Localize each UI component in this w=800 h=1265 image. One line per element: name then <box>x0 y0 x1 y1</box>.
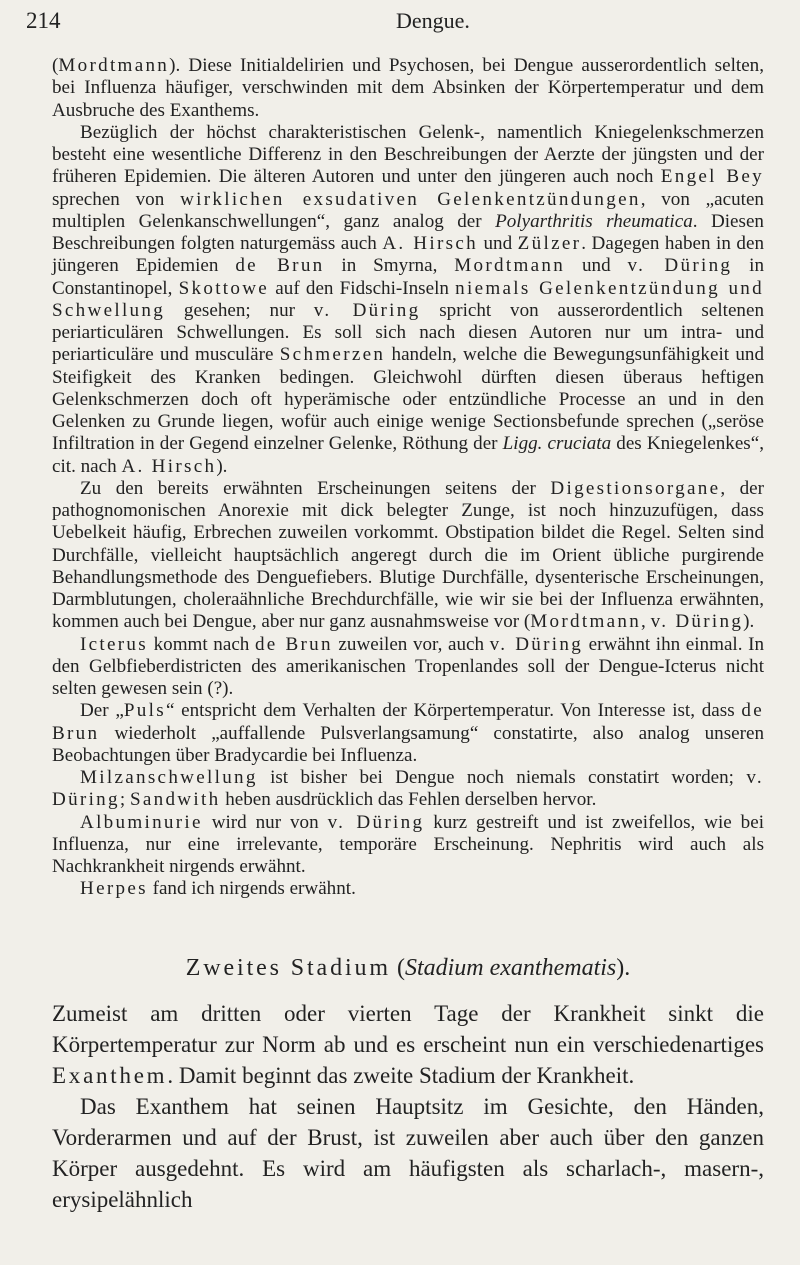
paragraph-digestive-organs: Zu den bereits erwähnten Erscheinungen seitens der Digestionsorgane, der pathognomonischen Anorexie mit dick belegter Zunge, ist noch hinzuzufügen, dass Uebelkeit häufig, Erbrechen zuweilen vorkommt. Obstipation bildet die Regel. Selten sind Durchfälle, vielleicht hauptsächlich angeregt durch die im Orient übliche purgirende Behandlungsmethode des Denguefiebers. Blutige Durchfälle, dysenterische Erscheinungen, Darmblutungen, choleraähnliche Brechdurchfälle, wie wir sie bei der Influenza erwähnten, kommen auch bei Dengue, aber nur ganz ausnahmsweise vor (Mordtmann, v. Düring). <box>52 477 764 633</box>
paragraph-herpes: Herpes fand ich nirgends erwähnt. <box>80 878 356 900</box>
paragraph-exanthem-onset: Zumeist am dritten oder vierten Tage der Krankheit sinkt die Körpertemperatur zur Norm ab und es erscheint nun ein verschiedenartiges Exanthem. Damit beginnt das zweite Stadium der Krankheit. <box>52 1001 764 1088</box>
body-text-first-stadium <box>52 55 764 901</box>
page-number: 214 <box>26 8 61 33</box>
body-text-second-stadium <box>52 998 764 1215</box>
page-header <box>0 8 800 48</box>
paragraph-albuminuria: Albuminurie wird nur von v. Düring kurz gestreift und ist zweifellos, wie bei Influenza, nur eine irrelevante, temporäre Erscheinung. Nephritis wird auch als Nachkrankheit nirgends erwähnt. <box>52 811 764 877</box>
section-heading: Zweites Stadium (Stadium exanthematis). <box>185 955 631 981</box>
paragraph-icterus: Icterus kommt nach de Brun zuweilen vor, auch v. Düring erwähnt ihn einmal. In den Gelbfieberdistricten des amerikanischen Tropenlandes soll der Dengue-Icterus nicht selten gewesen sein (?). <box>52 633 765 699</box>
paragraph-pulse: Der „Puls“ entspricht dem Verhalten der Körpertemperatur. Von Interesse ist, dass de Brun wiederholt „auffallende Pulsverlangsamung“ constatirte, also analog unseren Beobachtungen über Bradycardie bei Influenza. <box>52 700 765 766</box>
paragraph-psychoses: (Mordtmann). Diese Initialdelirien und Psychosen, bei Dengue ausserordentlich selten, bei Influenza häufiger, verschwinden mit dem Absinken der Körpertemperatur und dem Ausbruche des Exanthems. <box>52 55 764 121</box>
running-title: Dengue. <box>396 8 470 33</box>
paragraph-spleen: Milzanschwellung ist bisher bei Dengue noch niemals constatirt worden; v. Düring; Sandwith heben ausdrücklich das Fehlen derselben hervor. <box>52 767 764 811</box>
paragraph-exanthem-location: Das Exanthem hat seinen Hauptsitz im Gesichte, den Händen, Vorderarmen und auf der Brust, ist zuweilen aber auch über den ganzen Körper ausgedehnt. Es wird am häufigsten als scharlach-, masern-, erysipelähnlich <box>52 1094 764 1212</box>
paragraph-joint-pain: Bezüglich der höchst charakteristischen Gelenk-, namentlich Kniegelenkschmerzen besteht eine wesentliche Differenz in den Beschreibungen der Aerzte der jüngsten und der früheren Epidemien. Die älteren Autoren und unter den jüngeren auch noch Engel Bey sprechen von wirklichen exsudativen Gelenkentzündungen, von „acuten multiplen Gelenkanschwellungen“, ganz analog der Polyarthritis rheumatica. Diesen Beschreibungen folgten naturgemäss auch A. Hirsch und Zülzer. Dagegen haben in den jüngeren Epidemien de Brun in Smyrna, Mordtmann und v. Düring in Constantinopel, Skottowe auf den Fidschi-Inseln niemals Gelenkentzündung und Schwellung gesehen; nur v. Düring spricht von ausserordentlich seltenen periarticulären Schwellungen. Es soll sich nach diesen Autoren nur um intra- und periarticuläre und musculäre Schmerzen handeln, welche die Bewegungsunfähigkeit und Steifigkeit des Kranken bedingen. Gleichwohl dürften diesen überaus heftigen Gelenkschmerzen doch oft hyperämische oder entzündliche Processe an und in den Gelenken zu Grunde liegen, wofür auch einige wenige Sectionsbefunde sprechen („seröse Infiltration in der Gegend einzelner Gelenke, Röthung der Ligg. cruciata des Kniegelenkes“, cit. nach A. Hirsch). <box>52 121 765 477</box>
